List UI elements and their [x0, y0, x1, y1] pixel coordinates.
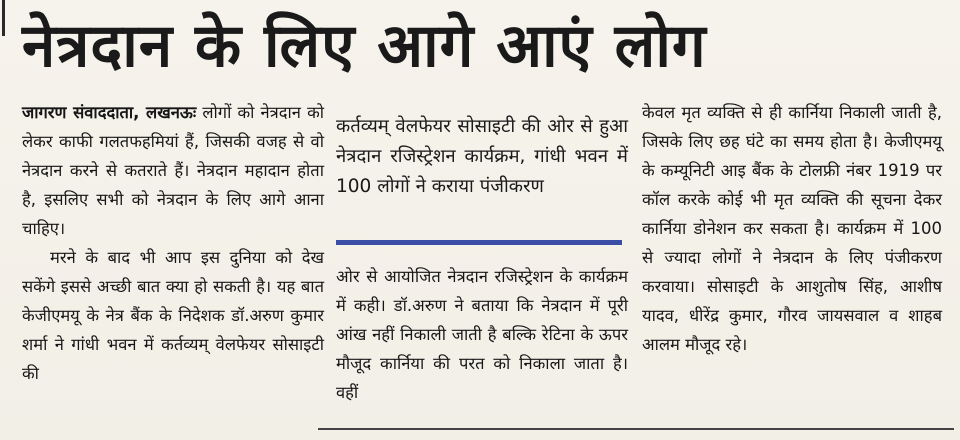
article-column-2-subhead [336, 112, 628, 202]
article-column-2 [336, 262, 628, 407]
accent-rule [336, 240, 622, 245]
column2-paragraph: ओर से आयोजित नेत्रदान रजिस्ट्रेशन के कार्यक्रम में कही। डॉ.अरुण ने बताया कि नेत्रदान में पूरी आंख नहीं निकाली जाती है बल्कि रेटिना के ऊपर मौजूद कार्निया की परत को निकाला जाता है। वहीं [336, 267, 628, 402]
bottom-rule [318, 428, 954, 430]
article-column-3 [642, 98, 942, 359]
column1-paragraph-1 [22, 98, 324, 243]
column1-paragraph-2: मरने के बाद भी आप इस दुनिया को देख सकेंगे इससे अच्छी बात क्या हो सकती है। यह बात केजीएमयू के नेत्र बैंक के निदेशक डॉ.अरुण कुमार शर्मा ने गांधी भवन में कर्तव्यम् वेलफेयर सोसाइटी की [22, 248, 324, 383]
column3-paragraph: केवल मृत व्यक्ति से ही कार्निया निकाली जाती है, जिसके लिए छह घंटे का समय होता है। केजीएमयू के कम्यूनिटी आइ बैंक के टोलफ्री नंबर 1919 पर कॉल करके कोई भी मृत व्यक्ति की सूचना देकर कार्निया डोनेशन कर सकता है। कार्यक्रम में 100 से ज्यादा लोगों ने नेत्रदान के लिए पंजीकरण करवाया। सोसाइटी के आशुतोष सिंह, आशीष यादव, धीरेंद्र कुमार, गौरव जायसवाल व शाहब आलम मौजूद रहे। [642, 103, 942, 354]
article-column-1 [22, 98, 324, 428]
subheadline: कर्तव्यम् वेलफेयर सोसाइटी की ओर से हुआ नेत्रदान रजिस्ट्रेशन कार्यक्रम, गांधी भवन में 100 लोगों ने कराया पंजीकरण [336, 116, 628, 197]
column1-text-1: लोगों को नेत्रदान को लेकर काफी गलतफहमियां हैं, जिसकी वजह से वो नेत्रदान करने से कतराते हैं। नेत्रदान महादान होता है, इसलिए सभी को नेत्रदान के लिए आगे आना चाहिए। [22, 103, 325, 238]
headline: नेत्रदान के लिए आगे आएं लोग [22, 11, 707, 81]
page-edge-mark [2, 0, 5, 36]
dateline: जागरण संवाददाता, लखनऊः [22, 103, 197, 122]
